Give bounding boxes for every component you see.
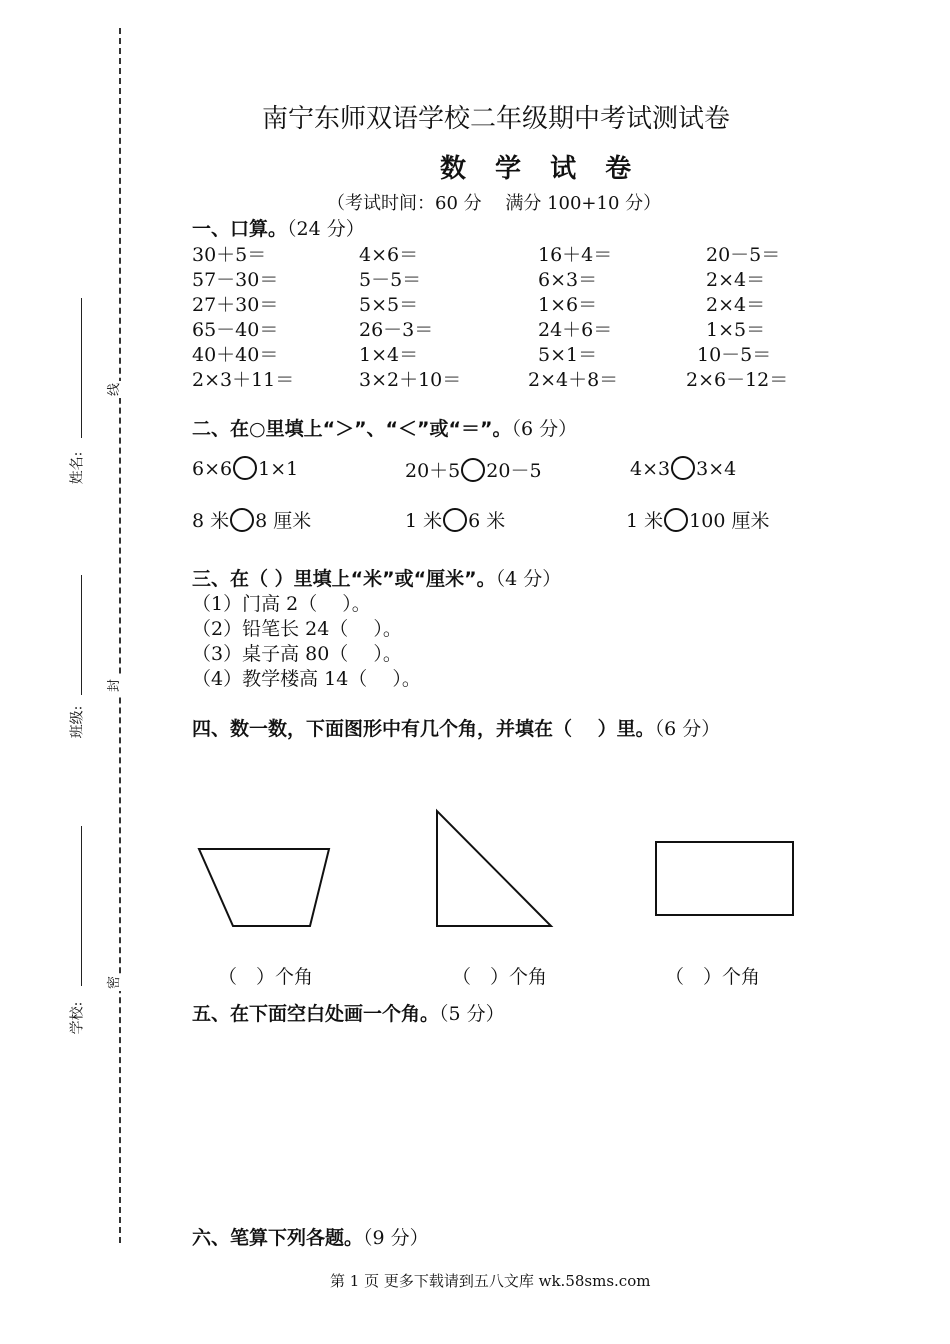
calc-item: 5－5＝ [359, 269, 422, 291]
calc-item: 10－5＝ [697, 344, 772, 366]
calc-item: 20－5＝ [706, 244, 781, 266]
compare-right: 6 米 [468, 510, 506, 532]
calc-item: 1×4＝ [359, 344, 419, 366]
unit-item: （3）桌子高 80（ ）。 [192, 643, 402, 665]
calc-item: 2×4＝ [706, 294, 766, 316]
compare-right: 3×4 [696, 458, 737, 480]
calc-item: 4×6＝ [359, 244, 419, 266]
section6-points: （9 分） [363, 1227, 429, 1249]
compare-left: 8 米 [192, 510, 230, 532]
exam-info: （考试时间：60 分 满分 100+10 分） [327, 193, 662, 214]
class-label: 班级: [69, 705, 86, 739]
compare-right: 100 厘米 [689, 510, 770, 532]
calc-item: 2×4＝ [706, 269, 766, 291]
calc-item: 6×3＝ [538, 269, 598, 291]
section1-title: 一、口算。 [192, 218, 288, 240]
triangle-shape [437, 811, 551, 926]
calc-item: 5×5＝ [359, 294, 419, 316]
section3-title: 三、在（ ）里填上“米”或“厘米”。 [192, 568, 496, 590]
section5-heading [192, 999, 505, 1026]
seal-seal-char: 封 [103, 677, 122, 694]
section6-heading [192, 1223, 429, 1250]
section6-title: 六、笔算下列各题。 [192, 1227, 364, 1249]
angle-count-caption: （ ）个角 [452, 966, 548, 988]
calc-item: 30＋5＝ [192, 244, 267, 266]
calc-item: 65－40＝ [192, 319, 279, 341]
section2-title: 二、在○里填上“＞”、“＜”或“＝”。 [192, 418, 512, 440]
school-label: 学校: [69, 1001, 86, 1035]
calc-item: 2×3＋11＝ [192, 369, 295, 391]
unit-item: （4）教学楼高 14（ ）。 [192, 668, 421, 690]
calc-item: 27＋30＝ [192, 294, 279, 316]
compare-left: 4×3 [630, 458, 671, 480]
angle-count-caption: （ ）个角 [665, 966, 761, 988]
page-footer: 第 1 页 更多下载请到五八文库 wk.58sms.com [330, 1272, 651, 1290]
compare-left: 20＋5 [405, 460, 461, 482]
calc-item: 26－3＝ [359, 319, 434, 341]
section4-title: 四、数一数，下面图形中有几个角，并填在（ ）里。 [192, 718, 655, 740]
calc-item: 3×2＋10＝ [359, 369, 462, 391]
seal-line-char: 线 [103, 381, 122, 398]
seal-secret-char: 密 [103, 974, 122, 991]
compare-right: 20－5 [486, 460, 542, 482]
calc-item: 57－30＝ [192, 269, 279, 291]
section2-points: （6 分） [511, 418, 578, 440]
main-title: 数 学 试 卷 [440, 154, 642, 184]
rectangle-shape [656, 842, 793, 915]
calc-item: 5×1＝ [538, 344, 598, 366]
calc-item: 16＋4＝ [538, 244, 613, 266]
trapezoid-shape [199, 849, 329, 926]
calc-item: 2×6－12＝ [686, 369, 789, 391]
section5-points: （5 分） [439, 1003, 505, 1025]
name-label: 姓名: [69, 451, 86, 485]
calc-item: 1×6＝ [538, 294, 598, 316]
calc-item: 24＋6＝ [538, 319, 613, 341]
school-title: 南宁东师双语学校二年级期中考试测试卷 [262, 104, 731, 134]
compare-right: 1×1 [258, 458, 299, 480]
compare-left: 1 米 [405, 510, 443, 532]
compare-right: 8 厘米 [255, 510, 312, 532]
unit-item: （2）铅笔长 24（ ）。 [192, 618, 402, 640]
calc-item: 2×4＋8＝ [528, 369, 619, 391]
compare-left: 6×6 [192, 458, 233, 480]
section3-points: （4 分） [495, 568, 562, 590]
compare-left: 1 米 [626, 510, 664, 532]
section1-points: （24 分） [287, 218, 365, 240]
calc-item: 40＋40＝ [192, 344, 279, 366]
section4-points: （6 分） [654, 718, 721, 740]
section5-title: 五、在下面空白处画一个角。 [192, 1003, 440, 1025]
unit-item: （1）门高 2（ ）。 [192, 593, 371, 615]
calc-item: 1×5＝ [706, 319, 766, 341]
angle-count-caption: （ ）个角 [218, 966, 314, 988]
